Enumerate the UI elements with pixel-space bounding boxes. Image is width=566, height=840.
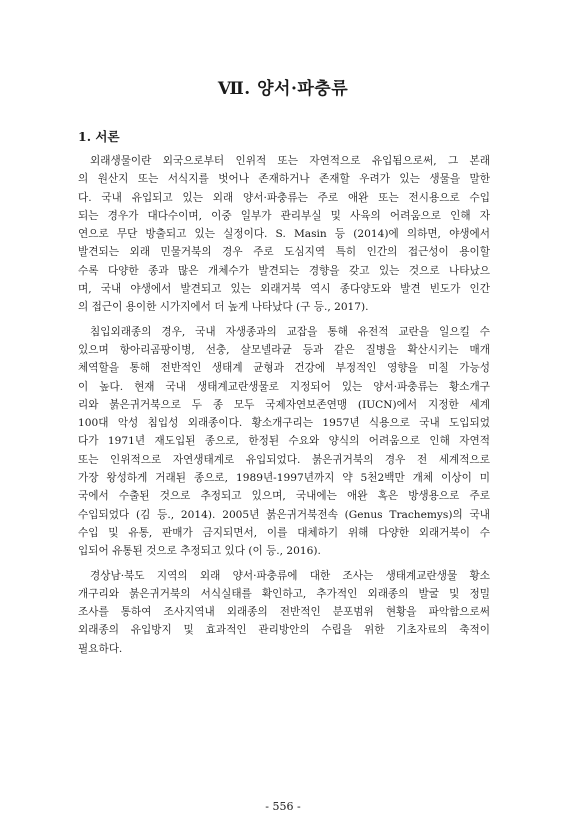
text-line: 조사를 통하여 조사지역내 외래종의 전반적인 분포범위 현황을 파악함으로써 bbox=[78, 606, 490, 619]
paragraph-2 bbox=[78, 323, 490, 561]
text-line: 국에서 수출된 것으로 추정되고 있으며, 국내에는 애완 혹은 방생용으로 주로 bbox=[78, 490, 490, 503]
text-line: 의 원산지 또는 서식지를 벗어나 존재하거나 존재할 우려가 있는 생물을 말한 bbox=[78, 173, 490, 186]
section-title: 1. 서론 bbox=[78, 129, 120, 144]
text-line: 리와 붉은귀거북으로 두 종 모두 국제자연보존연맹 (IUCN)에서 지정한 세계 bbox=[78, 398, 490, 411]
text-line: 수입되었다 (김 등., 2014). 2005년 붉은귀거북전속 (Genus Trachemys)의 국내 bbox=[78, 508, 490, 521]
paragraph-1 bbox=[78, 152, 490, 317]
text-line: 되는 경우가 대다수이며, 이중 일부가 관리부실 및 사육의 어려움으로 인해 자 bbox=[78, 209, 490, 222]
text-line: 또는 인위적으로 자연생태계로 유입되었다. 붉은귀거북의 경우 전 세계적으로 bbox=[78, 453, 490, 466]
text-line: 가장 왕성하게 거래된 종으로, 1989년-1997년까지 약 5천2백만 개체 이상이 미 bbox=[78, 472, 490, 485]
text-line: 입되어 유통된 것으로 추정되고 있다 (이 등., 2016). bbox=[78, 545, 321, 558]
text-line: 체역할을 통해 전반적인 생태계 균형과 건강에 부정적인 영향을 미칠 가능성 bbox=[78, 362, 490, 375]
chapter-title: Ⅶ. 양서·파충류 bbox=[217, 79, 349, 99]
text-line: 연으로 무단 방출되고 있는 실정이다. S. Masin 등 (2014)에 의하면, 야생에서 bbox=[78, 228, 490, 241]
text-line: 이 높다. 현재 국내 생태계교란생물로 지정되어 있는 양서·파충류는 황소개구 bbox=[78, 380, 490, 393]
text-line: 필요하다. bbox=[78, 642, 123, 655]
text-line: 수록 다양한 종과 많은 개체수가 발견되는 경향을 갖고 있는 것으로 나타났으 bbox=[78, 264, 490, 277]
text-line: 100대 악성 침입성 외래종이다. 황소개구리는 1957년 식용으로 국내 도입되었 bbox=[78, 417, 490, 430]
text-line: 외래종의 유입방지 및 효과적인 관리방안의 수립을 위한 기초자료의 축적이 bbox=[78, 624, 490, 637]
body-text bbox=[78, 152, 490, 664]
text-line: 다가 1971년 재도입된 종으로, 한정된 수요와 양식의 어려움으로 인해 자연적 bbox=[78, 435, 490, 448]
text-line: 수입 및 유통, 판매가 금지되면서, 이를 대체하기 위해 다양한 외래거북이 수 bbox=[78, 526, 490, 539]
text-line: 며, 국내 야생에서 발견되고 있는 외래거북 역시 종다양도와 발견 빈도가 인간 bbox=[78, 283, 490, 296]
text-line: 다. 국내 유입되고 있는 외래 양서·파충류는 주로 애완 또는 전시용으로 수입 bbox=[78, 191, 490, 204]
text-line: 개구리와 붉은귀거북의 서식실태를 확인하고, 추가적인 외래종의 발굴 및 정밀 bbox=[78, 587, 490, 600]
text-line: 경상남·북도 지역의 외래 양서·파충류에 대한 조사는 생태계교란생물 황소 bbox=[90, 569, 490, 582]
text-line: 있으며 항아리곰팡이병, 선충, 살모넬라균 등과 같은 질병을 확산시키는 매개 bbox=[78, 343, 490, 356]
text-line: 발견되는 외래 민물거북의 경우 주로 도심지역 특히 인간의 접근성이 용이할 bbox=[78, 246, 490, 259]
text-line: 외래생물이란 외국으로부터 인위적 또는 자연적으로 유입됨으로써, 그 본래 bbox=[90, 155, 490, 167]
text-line: 의 접근이 용이한 시가지에서 더 높게 나타났다 (구 등., 2017). bbox=[78, 301, 369, 314]
page-number: - 556 - bbox=[265, 800, 301, 813]
paragraph-3 bbox=[78, 567, 490, 658]
text-line: 침입외래종의 경우, 국내 자생종과의 교잡을 통해 유전적 교란을 일으킬 수 bbox=[90, 325, 490, 338]
